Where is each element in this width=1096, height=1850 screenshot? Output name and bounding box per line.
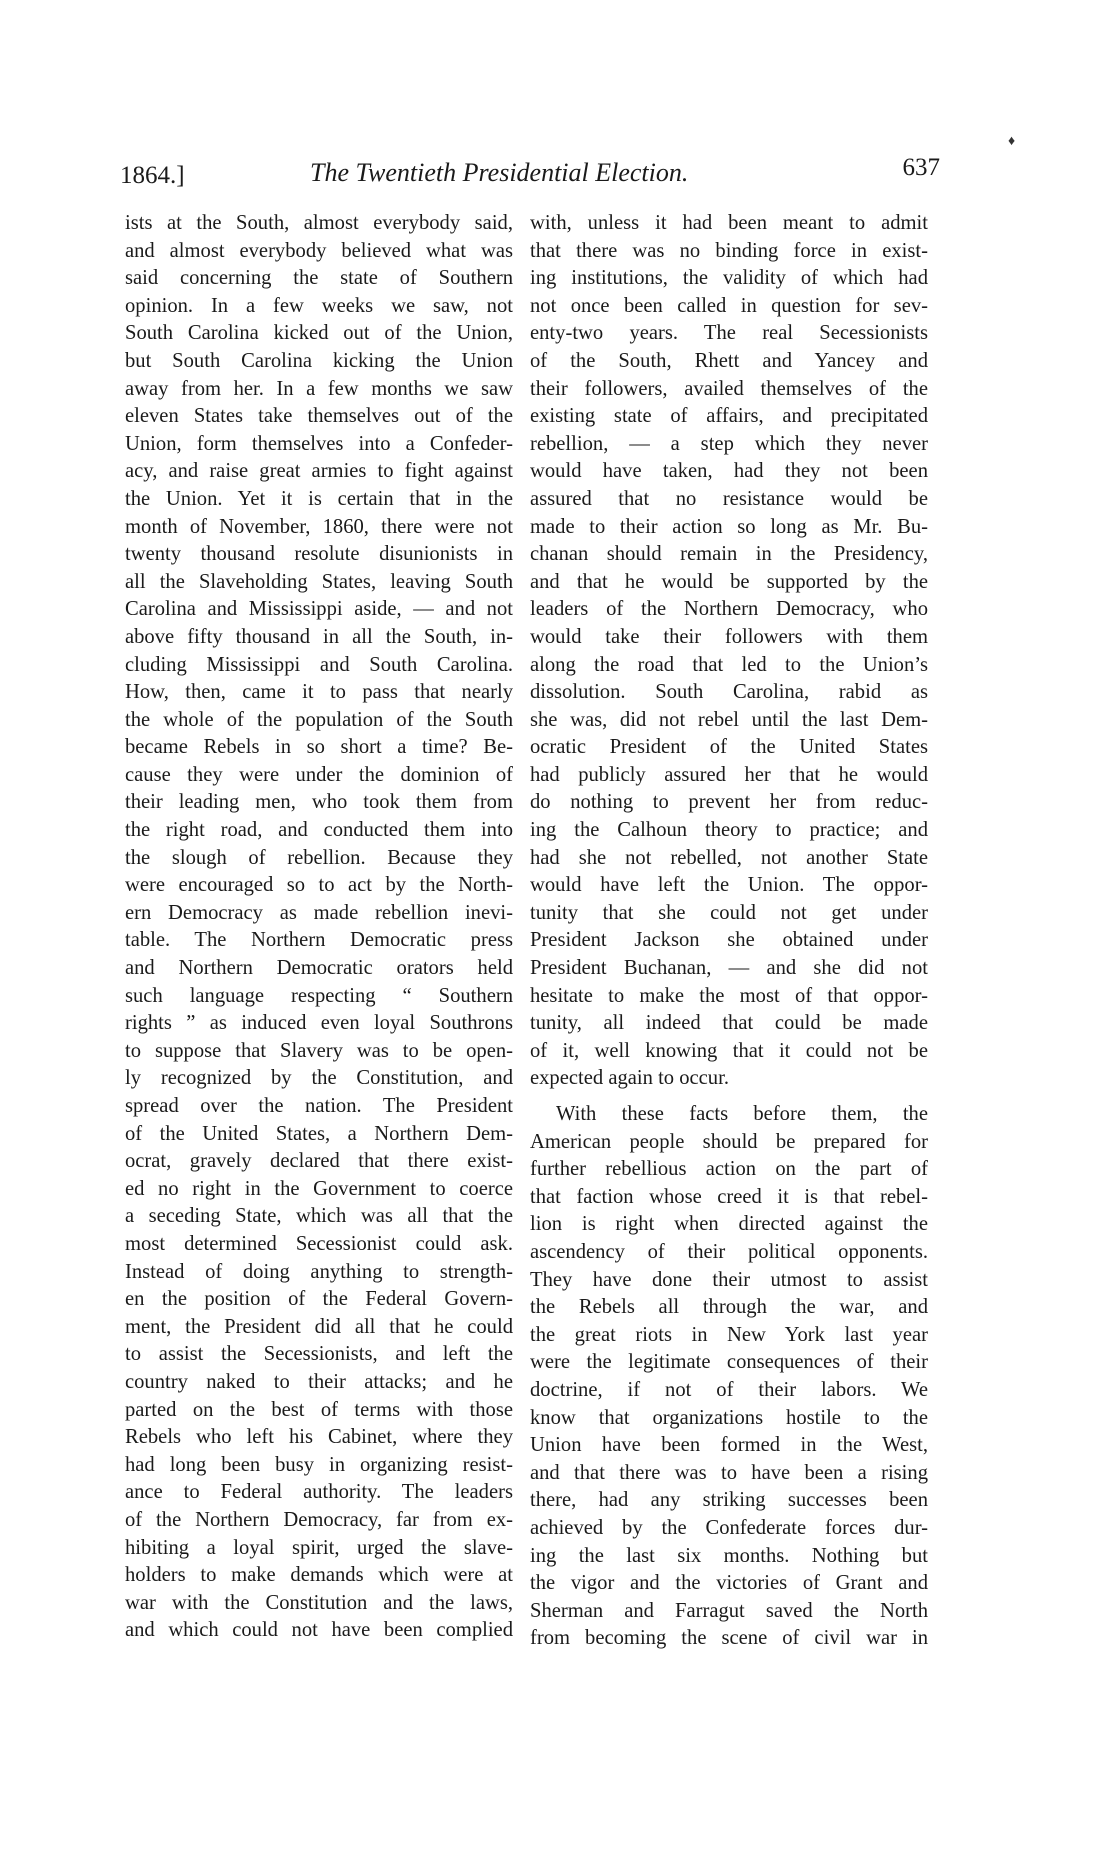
text-line: the great riots in New York last year: [530, 1323, 928, 1346]
text-line: but South Carolina kicking the Union: [125, 349, 513, 372]
text-line: made to their action so long as Mr. Bu-: [530, 515, 928, 538]
text-line: Union have been formed in the West,: [530, 1434, 928, 1457]
text-line: parted on the best of terms with those: [125, 1398, 513, 1421]
text-line: further rebellious action on the part of: [530, 1158, 928, 1181]
text-line: eleven States take themselves out of the: [125, 405, 513, 428]
text-line: she was, did not rebel until the last Dem-: [530, 708, 928, 731]
text-line: had publicly assured her that he would: [530, 763, 928, 786]
text-line: achieved by the Confederate forces dur-: [530, 1516, 928, 1539]
text-line: above fifty thousand in all the South, in-: [125, 625, 513, 648]
text-line: holders to make demands which were at: [125, 1564, 513, 1587]
text-line: most determined Secessionist could ask.: [125, 1232, 513, 1255]
text-line: their leading men, who took them from: [125, 791, 513, 814]
text-line: How, then, came it to pass that nearly: [125, 681, 513, 704]
text-line: ing the Calhoun theory to practice; and: [530, 819, 928, 842]
text-line: with, unless it had been meant to admit: [530, 212, 928, 234]
text-line: spread over the nation. The President: [125, 1095, 513, 1117]
text-line: enty-two years. The real Secessionists: [530, 322, 928, 345]
text-line: know that organizations hostile to the: [530, 1406, 928, 1429]
text-line: had she not rebelled, not another State: [530, 846, 928, 869]
running-header: [120, 154, 940, 198]
text-line: do nothing to prevent her from reduc-: [530, 791, 928, 814]
text-line: Instead of doing anything to strength-: [125, 1260, 513, 1283]
text-line: the Rebels all through the war, and: [530, 1296, 928, 1319]
text-line: the Union. Yet it is certain that in the: [125, 487, 513, 510]
text-line: acy, and raise great armies to fight against: [125, 460, 513, 483]
text-line: ance to Federal authority. The leaders: [125, 1481, 513, 1504]
text-line: President Buchanan, — and she did not: [530, 957, 928, 980]
text-line: expected again to occur.: [530, 1067, 729, 1090]
text-line: said concerning the state of Southern: [125, 267, 513, 290]
text-line: would have left the Union. The oppor-: [530, 874, 928, 897]
text-line: were the legitimate consequences of their: [530, 1351, 928, 1374]
text-line: of the United States, a Northern Dem-: [125, 1122, 513, 1145]
text-line: leaders of the Northern Democracy, who: [530, 598, 928, 621]
page-number: 637: [902, 154, 940, 181]
text-line: South Carolina kicked out of the Union,: [125, 322, 513, 345]
text-line: the slough of rebellion. Because they: [125, 846, 513, 869]
text-line: the whole of the population of the South: [125, 708, 513, 731]
text-line: ing institutions, the validity of which had: [530, 267, 928, 290]
text-line: assured that no resistance would be: [530, 487, 928, 510]
text-line: of the South, Rhett and Yancey and: [530, 349, 928, 372]
text-line: and that there was to have been a rising: [530, 1461, 928, 1484]
text-line: a seceding State, which was all that the: [125, 1205, 513, 1228]
text-line: ment, the President did all that he could: [125, 1315, 513, 1338]
text-line: doctrine, if not of their labors. We: [530, 1378, 928, 1401]
margin-mark: ♦: [1008, 134, 1016, 149]
text-line: ly recognized by the Constitution, and: [125, 1067, 513, 1090]
text-line: became Rebels in so short a time? Be-: [125, 736, 513, 759]
text-line: ocratic President of the United States: [530, 736, 928, 759]
text-line: tunity, all indeed that could be made: [530, 1012, 928, 1035]
text-line: cluding Mississippi and South Carolina.: [125, 653, 513, 676]
text-line: opinion. In a few weeks we saw, not: [125, 294, 513, 317]
text-line: Union, form themselves into a Confeder-: [125, 432, 513, 455]
text-line: the right road, and conducted them into: [125, 819, 513, 842]
text-line: ists at the South, almost everybody said,: [125, 212, 513, 234]
text-line: ern Democracy as made rebellion inevi-: [125, 901, 513, 924]
text-line: there, had any striking successes been: [530, 1489, 928, 1512]
text-line: en the position of the Federal Govern-: [125, 1288, 513, 1311]
header-title: The Twentieth Presidential Election.: [310, 158, 689, 187]
text-line: not once been called in question for sev-: [530, 294, 928, 317]
text-line: With these facts before them, the: [556, 1103, 928, 1125]
text-line: tunity that she could not get under: [530, 901, 928, 924]
text-line: ascendency of their political opponents.: [530, 1240, 928, 1263]
left-column: [125, 210, 513, 1645]
text-line: ocrat, gravely declared that there exist-: [125, 1150, 513, 1173]
text-line: American people should be prepared for: [530, 1130, 928, 1153]
text-line: along the road that led to the Union’s: [530, 653, 928, 676]
text-line: of it, well knowing that it could not be: [530, 1039, 928, 1062]
text-line: lion is right when directed against the: [530, 1213, 928, 1236]
text-line: hibiting a loyal spirit, urged the slave-: [125, 1536, 513, 1559]
right-column: [530, 210, 928, 1653]
text-line: Sherman and Farragut saved the North: [530, 1599, 928, 1622]
text-line: all the Slaveholding States, leaving South: [125, 570, 513, 593]
text-line: country naked to their attacks; and he: [125, 1370, 513, 1393]
text-line: war with the Constitution and the laws,: [125, 1591, 513, 1614]
text-line: and almost everybody believed what was: [125, 239, 513, 262]
text-line: of the Northern Democracy, far from ex-: [125, 1508, 513, 1531]
text-line: dissolution. South Carolina, rabid as: [530, 681, 928, 704]
text-line: and Northern Democratic orators held: [125, 957, 513, 980]
text-line: had long been busy in organizing resist-: [125, 1453, 513, 1476]
text-line: Carolina and Mississippi aside, — and not: [125, 598, 513, 621]
text-line: Rebels who left his Cabinet, where they: [125, 1426, 513, 1449]
text-line: that there was no binding force in exist-: [530, 239, 928, 262]
text-line: existing state of affairs, and precipitated: [530, 405, 928, 428]
text-line: President Jackson she obtained under: [530, 929, 928, 952]
text-line: that faction whose creed it is that rebel-: [530, 1185, 928, 1208]
text-line: table. The Northern Democratic press: [125, 929, 513, 952]
text-line: away from her. In a few months we saw: [125, 377, 513, 400]
text-line: rebellion, — a step which they never: [530, 432, 928, 455]
text-line: chanan should remain in the Presidency,: [530, 543, 928, 566]
text-line: cause they were under the dominion of: [125, 763, 513, 786]
text-line: and that he would be supported by the: [530, 570, 928, 593]
text-line: their followers, availed themselves of the: [530, 377, 928, 400]
text-line: from becoming the scene of civil war in: [530, 1627, 928, 1650]
text-line: month of November, 1860, there were not: [125, 515, 513, 538]
header-year: 1864.]: [120, 162, 185, 189]
text-line: ing the last six months. Nothing but: [530, 1544, 928, 1567]
text-line: and which could not have been complied: [125, 1619, 513, 1642]
text-line: ed no right in the Government to coerce: [125, 1177, 513, 1200]
text-line: They have done their utmost to assist: [530, 1268, 928, 1291]
text-line: to assist the Secessionists, and left the: [125, 1343, 513, 1366]
text-line: to suppose that Slavery was to be open-: [125, 1039, 513, 1062]
text-line: hesitate to make the most of that oppor-: [530, 984, 928, 1007]
text-line: were encouraged so to act by the North-: [125, 874, 513, 897]
text-line: rights ” as induced even loyal Southrons: [125, 1012, 513, 1035]
paragraph-gap: [530, 1093, 928, 1101]
text-line: twenty thousand resolute disunionists in: [125, 543, 513, 566]
text-line: would take their followers with them: [530, 625, 928, 648]
text-line: such language respecting “ Southern: [125, 984, 513, 1007]
text-line: the vigor and the victories of Grant and: [530, 1572, 928, 1595]
text-line: would have taken, had they not been: [530, 460, 928, 483]
